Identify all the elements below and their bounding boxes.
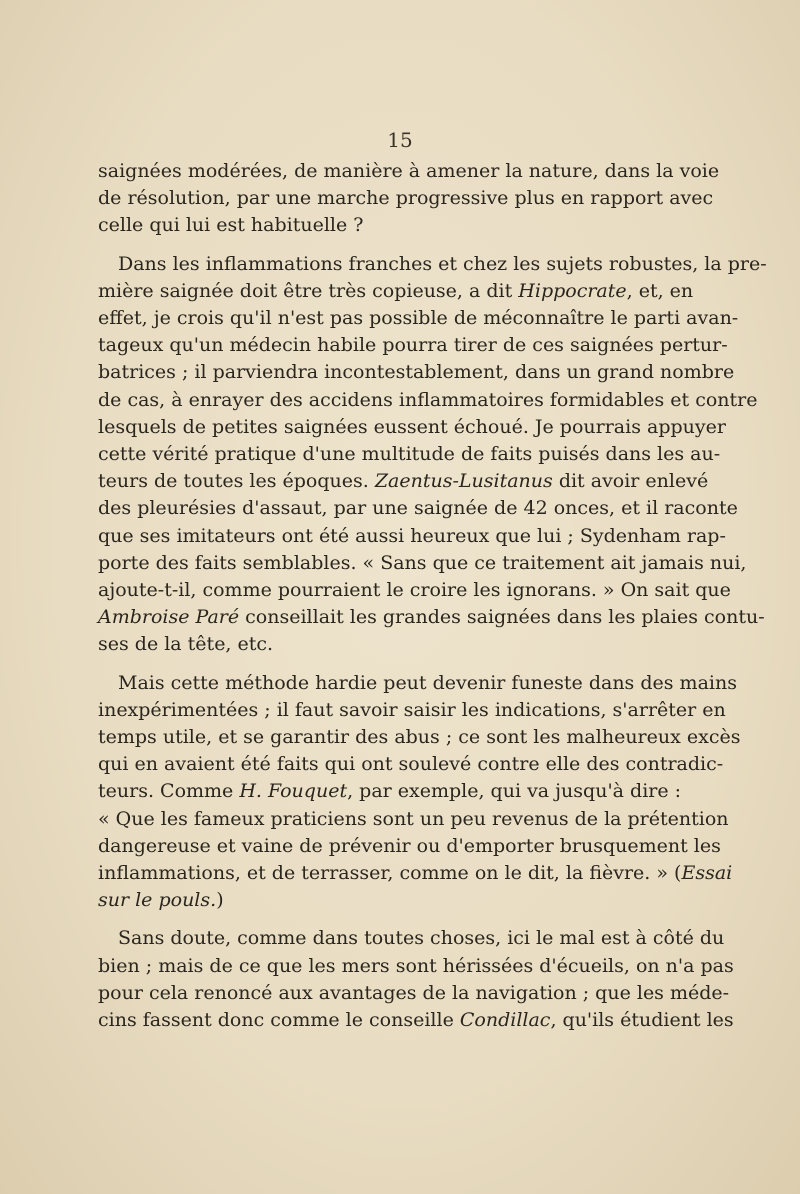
italic-text: sur le pouls. <box>98 889 217 912</box>
text-run: ajoute-t-il, comme pourraient le croire les ignorans. » On sait que <box>98 579 731 602</box>
text-run: qui en avaient été faits qui ont soulevé contre elle des contradic- <box>98 753 724 776</box>
text-line <box>98 980 730 1007</box>
text-line <box>98 953 734 980</box>
text-line <box>98 604 765 631</box>
text-line <box>98 185 714 212</box>
text-run: bien ; mais de ce que les mers sont hérissées d'écueils, on n'a pas <box>98 954 734 977</box>
text-line <box>98 1007 734 1034</box>
italic-text: H. Fouquet <box>239 780 348 803</box>
text-line <box>98 550 747 577</box>
text-run: Mais cette méthode hardie peut devenir funeste dans des mains <box>118 671 737 694</box>
text-line <box>98 925 725 952</box>
text-line <box>98 414 726 441</box>
text-line <box>98 305 739 332</box>
text-run: saignées modérées, de manière à amener la nature, dans la voie <box>98 160 720 182</box>
paragraph <box>98 158 720 240</box>
text-run: cins fassent donc comme le conseille <box>98 1009 460 1032</box>
text-line <box>98 577 731 604</box>
text-line <box>98 751 724 778</box>
text-line <box>98 278 694 305</box>
italic-text: Condillac <box>459 1009 551 1032</box>
text-run: effet, je crois qu'il n'est pas possible de méconnaître le parti avan- <box>98 307 739 330</box>
text-run: tageux qu'un médecin habile pourra tirer de ces saignées pertur- <box>98 334 728 357</box>
italic-text: Zaentus-Lusitanus <box>374 470 553 493</box>
text-line <box>98 441 721 468</box>
text-run: ) <box>216 889 224 912</box>
text-run: porte des faits semblables. « Sans que ce traitement ait jamais nui, <box>98 551 747 574</box>
page-number: 15 <box>387 128 413 152</box>
text-line <box>98 359 735 386</box>
text-run: de résolution, par une marche progressive plus en rapport avec <box>98 187 714 210</box>
text-run: temps utile, et se garantir des abus ; ce sont les malheureux excès <box>98 726 741 749</box>
text-line <box>98 251 767 278</box>
text-run: de cas, à enrayer des accidens inflammatoires formidables et contre <box>98 388 758 411</box>
text-run: teurs. Comme <box>98 780 240 803</box>
text-run: que ses imitateurs ont été aussi heureux que lui ; Sydenham rap- <box>98 524 726 547</box>
text-line <box>98 724 741 751</box>
body-text <box>98 158 767 1034</box>
text-line <box>98 212 658 239</box>
text-run: ses de la tête, etc. <box>98 633 274 656</box>
text-run: inexpérimentées ; il faut savoir saisir les indications, s'arrêter en <box>98 698 726 721</box>
text-line <box>98 158 720 185</box>
text-run: celle qui lui est habituelle ? <box>98 214 364 237</box>
text-run: des pleurésies d'assaut, par une saignée de 42 onces, et il raconte <box>98 497 738 520</box>
text-run: cette vérité pratique d'une multitude de faits puisés dans les au- <box>98 443 721 466</box>
text-run: Dans les inflammations franches et chez les sujets robustes, la pre- <box>118 252 767 275</box>
text-line <box>98 778 682 805</box>
text-line <box>98 468 709 495</box>
text-run: pour cela renoncé aux avantages de la navigation ; que les méde- <box>98 981 730 1004</box>
text-line <box>98 387 758 414</box>
text-line <box>98 332 728 359</box>
text-run: teurs de toutes les époques. <box>98 470 375 493</box>
text-line <box>98 670 737 697</box>
text-line <box>98 495 738 522</box>
italic-text: Hippocrate <box>518 279 627 302</box>
paragraph <box>98 925 734 1034</box>
text-run: conseillait les grandes saignées dans les plaies contu- <box>239 606 765 629</box>
text-run: « Que les fameux praticiens sont un peu revenus de la prétention <box>98 807 729 830</box>
text-run: , par exemple, qui va jusqu'à dire : <box>347 780 682 803</box>
text-line <box>98 523 726 550</box>
text-run: batrices ; il parviendra incontestablement, dans un grand nombre <box>98 361 735 384</box>
text-line <box>98 806 729 833</box>
text-run: , qu'ils étudient les <box>550 1009 734 1032</box>
text-run: Sans doute, comme dans toutes choses, ici le mal est à côté du <box>118 927 725 950</box>
text-line <box>98 860 733 887</box>
text-line <box>98 887 658 914</box>
text-run: lesquels de petites saignées eussent échoué. Je pourrais appuyer <box>98 415 726 438</box>
text-line <box>98 631 658 658</box>
text-run: dangereuse et vaine de prévenir ou d'emporter brusquement les <box>98 834 721 857</box>
text-line <box>98 833 721 860</box>
text-run: inflammations, et de terrasser, comme on le dit, la fièvre. » ( <box>98 862 682 885</box>
italic-text: Ambroise Paré <box>98 606 240 629</box>
text-run: dit avoir enlevé <box>552 470 709 493</box>
text-run: mière saignée doit être très copieuse, a dit <box>98 279 519 302</box>
text-line <box>98 697 726 724</box>
italic-text: Essai <box>681 862 733 885</box>
text-run: , et, en <box>626 279 694 302</box>
paragraph <box>98 670 741 915</box>
paragraph <box>98 251 767 659</box>
